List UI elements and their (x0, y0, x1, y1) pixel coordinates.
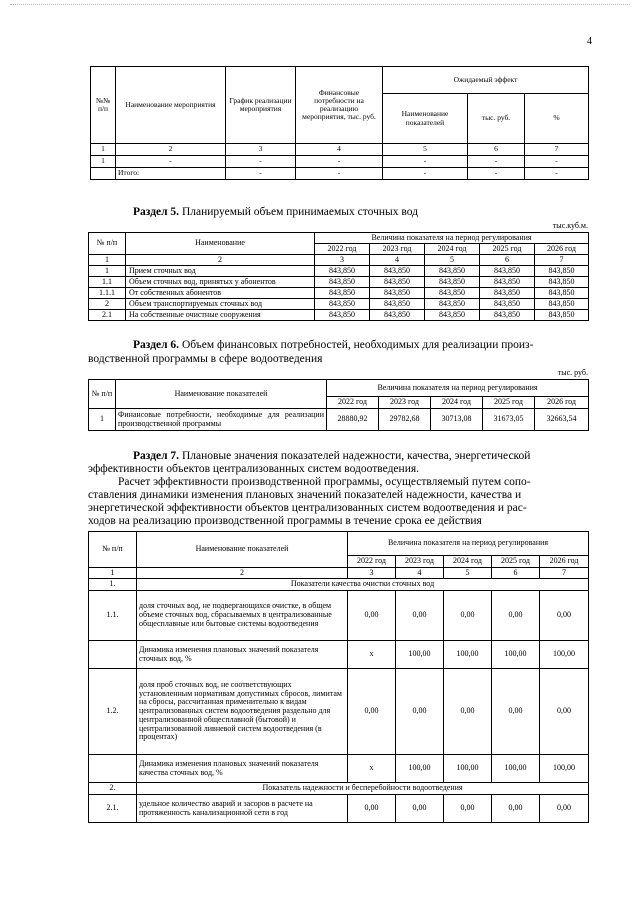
index-cell: 2 (137, 568, 348, 579)
header-pct: % (525, 94, 589, 144)
row-name: Объем сточных вод, принятых у абонентов (126, 277, 315, 288)
row-num (89, 641, 137, 669)
header-year: 2023 год (379, 397, 431, 409)
index-cell: 7 (535, 255, 589, 266)
row-name: От собственных абонентов (126, 288, 315, 299)
header-year: 2023 год (370, 244, 425, 255)
index-cell: 3 (348, 568, 396, 579)
section6-unit: тыс. руб. (557, 368, 588, 377)
header-name: Наименование показателей (137, 532, 348, 568)
cell: - (296, 156, 383, 168)
section7-title-line1: Плановые значения показателей надежности, качества, энергетической (181, 450, 531, 462)
header-year: 2024 год (431, 397, 483, 409)
header-schedule: График реализации мероприятия (226, 67, 296, 144)
paragraph-line: Расчет эффективности производственной программы, осуществляемый путем сопо- (118, 476, 531, 488)
index-cell: 3 (315, 255, 370, 266)
table-row (89, 310, 589, 321)
header-year: 2024 год (425, 244, 480, 255)
page-number: 4 (587, 36, 592, 47)
value-cell: 0,00 (348, 591, 396, 641)
section6-label: Раздел 6. (133, 339, 180, 351)
index-cell: 6 (468, 144, 525, 156)
value-cell: 0,00 (444, 795, 492, 823)
section6-title-line1: Объем финансовых потребностей, необходимых для реализации произ- (181, 339, 534, 351)
cell: - (383, 168, 468, 180)
header-measure-name: Наименование мероприятия (116, 67, 226, 144)
section7-heading (133, 450, 530, 462)
value-cell: 843,850 (480, 299, 535, 310)
header-year: 2026 год (540, 556, 589, 568)
header-indicator: Наименование показателей (383, 94, 468, 144)
index-cell: 1 (89, 255, 126, 266)
value-cell: 29782,68 (379, 409, 431, 431)
row-name: Объем транспортируемых сточных вод (126, 299, 315, 310)
header-year: 2025 год (483, 397, 535, 409)
header-num: №№ п/п (91, 67, 116, 144)
section6-heading (133, 339, 533, 351)
paragraph-line: энергетической эффективности объектов централизованных систем водоотведения и рас- (88, 502, 527, 514)
value-cell: 100,00 (540, 755, 589, 783)
value-cell: 843,850 (370, 310, 425, 321)
index-cell: 2 (116, 144, 226, 156)
table-row (89, 277, 589, 288)
value-cell: 843,850 (425, 277, 480, 288)
value-cell: 0,00 (444, 591, 492, 641)
index-cell: 1 (89, 568, 137, 579)
header-year: 2024 год (444, 556, 492, 568)
header-thous: тыс. руб. (468, 94, 525, 144)
financial-needs-table (88, 379, 589, 431)
table-index-row (89, 568, 589, 579)
value-cell: 843,850 (480, 266, 535, 277)
value-cell: 0,00 (540, 795, 589, 823)
group-title: Показатель надежности и бесперебойности водоотведения (137, 783, 589, 795)
section5-title: Планируемый объем принимаемых сточных вод (181, 206, 418, 218)
table-row (89, 591, 589, 641)
total-row (91, 168, 589, 180)
paragraph-line: ставления динамики изменения плановых значений показателей надежности, качества и (88, 489, 522, 501)
value-cell: 843,850 (535, 277, 589, 288)
section7-label: Раздел 7. (133, 450, 180, 462)
header-period: Величина показателя на период регулирования (348, 532, 589, 556)
value-cell: 30713,08 (431, 409, 483, 431)
value-cell: 843,850 (535, 310, 589, 321)
row-name: удельное количество аварий и засоров в расчете на протяженность канализационной сети в год (137, 795, 348, 823)
header-year: 2022 год (348, 556, 396, 568)
index-cell: 2 (126, 255, 315, 266)
header-period: Величина показателя на период регулирования (315, 233, 589, 244)
section7-paragraph (88, 476, 588, 528)
header-year: 2026 год (535, 244, 589, 255)
value-cell: 0,00 (492, 669, 540, 755)
table-row (89, 795, 589, 823)
value-cell: 0,00 (396, 795, 444, 823)
row-num: 1 (89, 266, 126, 277)
value-cell: 843,850 (535, 266, 589, 277)
row-num: 1.2. (89, 669, 137, 755)
header-year: 2026 год (535, 397, 589, 409)
value-cell: 100,00 (540, 641, 589, 669)
group-row (89, 783, 589, 795)
value-cell: 0,00 (396, 591, 444, 641)
row-num: 2 (89, 299, 126, 310)
table-row (89, 755, 589, 783)
value-cell: 100,00 (444, 641, 492, 669)
index-cell: 4 (370, 255, 425, 266)
header-year: 2023 год (396, 556, 444, 568)
value-cell: х (348, 641, 396, 669)
value-cell: 843,850 (315, 310, 370, 321)
value-cell: 100,00 (396, 641, 444, 669)
value-cell: 843,850 (535, 288, 589, 299)
cell: - (468, 156, 525, 168)
cell: - (468, 168, 525, 180)
index-cell: 6 (492, 568, 540, 579)
value-cell: 0,00 (540, 591, 589, 641)
table-row (91, 156, 589, 168)
header-year: 2025 год (492, 556, 540, 568)
quality-indicators-table (88, 531, 589, 823)
value-cell: 843,850 (425, 310, 480, 321)
index-cell: 7 (525, 144, 589, 156)
value-cell: 0,00 (348, 669, 396, 755)
row-name: Финансовые потребности, необходимые для реализации производственной программы (116, 409, 327, 431)
cell: - (383, 156, 468, 168)
table-row (89, 266, 589, 277)
group-num: 2. (89, 783, 137, 795)
value-cell: 843,850 (315, 288, 370, 299)
value-cell: 0,00 (492, 591, 540, 641)
table-row (89, 669, 589, 755)
value-cell: 843,850 (315, 277, 370, 288)
cell: 1 (91, 156, 116, 168)
measures-table (90, 66, 589, 180)
header-name: Наименование (126, 233, 315, 255)
value-cell: 843,850 (480, 288, 535, 299)
header-year: 2022 год (315, 244, 370, 255)
value-cell: 843,850 (315, 266, 370, 277)
value-cell: 843,850 (425, 288, 480, 299)
row-name: Прием сточных вод (126, 266, 315, 277)
index-cell: 5 (383, 144, 468, 156)
section6-title-line2: водственной программы в сфере водоотведения (88, 353, 323, 365)
index-cell: 5 (425, 255, 480, 266)
header-period: Величина показателя на период регулирования (327, 380, 589, 397)
cell (91, 168, 116, 180)
header-num: № п/п (89, 233, 126, 255)
value-cell: 100,00 (396, 755, 444, 783)
header-year: 2025 год (480, 244, 535, 255)
header-finance: Финансовые потребности на реализацию мероприятия, тыс. руб. (296, 67, 383, 144)
section5-unit: тыс.куб.м. (552, 221, 588, 230)
cell: - (226, 168, 296, 180)
table-index-row (91, 144, 589, 156)
cell: - (226, 156, 296, 168)
value-cell: 28880,92 (327, 409, 379, 431)
value-cell: 843,850 (425, 299, 480, 310)
value-cell: 0,00 (540, 669, 589, 755)
header-num: № п/п (89, 380, 116, 409)
index-cell: 6 (480, 255, 535, 266)
index-cell: 5 (444, 568, 492, 579)
value-cell: 843,850 (425, 266, 480, 277)
value-cell: х (348, 755, 396, 783)
value-cell: 843,850 (535, 299, 589, 310)
header-name: Наименование показателей (116, 380, 327, 409)
value-cell: 843,850 (480, 277, 535, 288)
row-num: 1.1 (89, 277, 126, 288)
value-cell: 0,00 (348, 795, 396, 823)
table-row (89, 299, 589, 310)
row-num: 1.1. (89, 591, 137, 641)
row-num: 2.1. (89, 795, 137, 823)
header-num: № п/п (89, 532, 137, 568)
section5-heading (133, 206, 418, 218)
wastewater-volume-table (88, 232, 589, 321)
section5-label: Раздел 5. (133, 206, 180, 218)
value-cell: 32663,54 (535, 409, 589, 431)
value-cell: 843,850 (480, 310, 535, 321)
value-cell: 0,00 (396, 669, 444, 755)
row-name: доля проб сточных вод, не соответствующих установленным нормативам допустимых сбросов, лимитам на сбросы, рассчитанная применительно к видам централизованных систем водоотведения раздельно для централизованной общесплавной (бытовой) и централизованной ливневой систем водоотведения (в процентах) (137, 669, 348, 755)
cell: - (296, 168, 383, 180)
index-cell: 3 (226, 144, 296, 156)
cell: - (116, 156, 226, 168)
row-name: Динамика изменения плановых значений показателя сточных вод, % (137, 641, 348, 669)
value-cell: 0,00 (444, 669, 492, 755)
index-cell: 4 (396, 568, 444, 579)
index-cell: 4 (296, 144, 383, 156)
paragraph-line: ходов на реализацию производственной программы в течение срока ее действия (88, 515, 482, 527)
row-name: Динамика изменения плановых значений показателя качества сточных вод, % (137, 755, 348, 783)
row-name: доля сточных вод, не подвергающихся очистке, в общем объеме сточных вод, сбрасываемых в централизованные общесплавные или бытовые системы водоотведения (137, 591, 348, 641)
group-title: Показатели качества очистки сточных вод (137, 579, 589, 591)
row-num: 1 (89, 409, 116, 431)
section7-title-line2: эффективности объектов централизованных систем водоотведения. (88, 463, 420, 475)
cell: - (525, 156, 589, 168)
value-cell: 100,00 (492, 641, 540, 669)
group-num: 1. (89, 579, 137, 591)
row-num (89, 755, 137, 783)
value-cell: 100,00 (444, 755, 492, 783)
value-cell: 100,00 (492, 755, 540, 783)
header-year: 2022 год (327, 397, 379, 409)
table-index-row (89, 255, 589, 266)
value-cell: 843,850 (370, 299, 425, 310)
index-cell: 7 (540, 568, 589, 579)
value-cell: 0,00 (492, 795, 540, 823)
index-cell: 1 (91, 144, 116, 156)
value-cell: 843,850 (370, 288, 425, 299)
table-row (89, 641, 589, 669)
header-effect: Ожидаемый эффект (383, 67, 589, 94)
row-name: На собственные очистные сооружения (126, 310, 315, 321)
scan-top-border (10, 4, 630, 5)
row-num: 2.1 (89, 310, 126, 321)
value-cell: 31673,05 (483, 409, 535, 431)
group-row (89, 579, 589, 591)
value-cell: 843,850 (370, 277, 425, 288)
table-row (89, 288, 589, 299)
value-cell: 843,850 (370, 266, 425, 277)
row-num: 1.1.1 (89, 288, 126, 299)
value-cell: 843,850 (315, 299, 370, 310)
total-label: Итого: (116, 168, 226, 180)
cell: - (525, 168, 589, 180)
table-row (89, 409, 589, 431)
